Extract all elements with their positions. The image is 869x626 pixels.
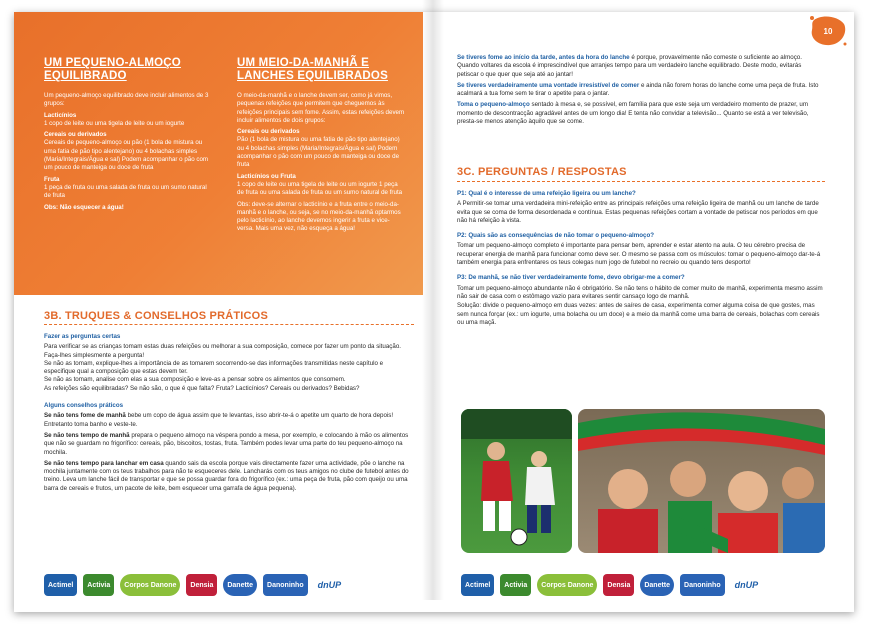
breakfast-sub-fruit: Fruta — [44, 175, 60, 183]
snack-cereals-text: Pão (1 bola de mistura ou uma fatia de pão tipo alentejano) ou 4 bolachas simples (Maria/Integrais/Água e sal) Podem acompanhar o pão com um pouco de manteiga ou doce de fruta — [237, 136, 400, 169]
right-para-2-text: e ainda não forem horas do lanche come uma peça de fruta. Isto acalmará a tua fome sem te tirar o apetite para o jantar. — [457, 81, 819, 98]
faq-a3-solution: Solução: divide o pequeno-almoço em duas vezes: antes de saíres de casa, experimenta comer alguma coisa de que gostes, mas sem nunca forçar (ex.: um iogurte, uma bolacha ou um doce) e a meio da manhã come uma barra de cereais, bolachas com cereais ou uma maçã. — [457, 302, 820, 326]
page-number: 10 — [823, 26, 833, 36]
right-top-text — [457, 54, 822, 129]
tips-para-1: Para verificar se as crianças tomam estas duas refeições ou melhorar a sua composição, comece por fazer um ponto da situação. Faça-lhes simplesmente a pergunta! — [44, 343, 401, 359]
snack-column — [237, 57, 405, 237]
faq-a3: Tomar um pequeno-almoço abundante não é obrigatório. Se não tens o hábito de comer muito de manhã, experimenta mesmo assim não sair de casa com o estômago vazio para evitares sentir cansaço logo de manhã. — [457, 284, 823, 300]
fans-scene-image — [578, 409, 825, 553]
snack-sub-cereals: Cereais ou derivados — [237, 128, 300, 136]
faq-a1: A Permitir-se tomar uma verdadeira mini-refeição entre as principais refeições uma refeição ligeira de manhã ou um lanche de tarde evita que se coma de forma desordenada e contínua. Estas pequenas refeições cortam a vontade de petiscar nos períodos em que não há refeição à vista. — [457, 200, 819, 224]
right-para-3-bold: Toma o pequeno-almoço — [457, 101, 530, 109]
breakfast-column — [44, 57, 214, 215]
advice-no-time-text: prepara o pequeno almoço na véspera pondo a mesa, por exemplo, e colocando à mão os alimentos que não se guardam no frigorífico: cereais, pão, biscoitos, tostas, fruta. Também podes levar uma parte do teu pequeno-almoço na mochila. — [44, 431, 409, 456]
danette-logo: Danette — [223, 574, 257, 596]
breakfast-fruit-text: 1 peça de fruta ou uma salada de fruta ou um sumo natural de fruta — [44, 183, 207, 200]
danoninho-logo: Danoninho — [680, 574, 725, 596]
snack-title: UM MEIO-DA-MANHÃ E LANCHES EQUILIBRADOS — [237, 57, 388, 82]
faq-title-rule — [457, 181, 825, 182]
breakfast-sub-cereals: Cereais ou derivados — [44, 131, 107, 139]
advice-no-time — [44, 432, 414, 457]
advice-no-time-bold: Se não tens tempo de manhã — [44, 431, 130, 439]
densia-logo: Densia — [186, 574, 217, 596]
faq-body — [457, 190, 825, 330]
tips-para-4: As refeições são equilibradas? Se não são, o que é que falta? Fruta? Lacticínios? Cereais ou derivados? Bebidas? — [44, 384, 360, 392]
football-scene-image — [461, 409, 572, 553]
fans-photo — [578, 409, 825, 553]
tips-para-2: Se não as tomam, explique-lhes a importância de as tomarem socorrendo-se das informações transmitidas neste capítulo e especifique qual a composição que estas devem ter. — [44, 359, 384, 376]
danoninho-logo: Danoninho — [263, 574, 308, 596]
faq-q2: P2: Quais são as consequências de não tomar o pequeno-almoço? — [457, 232, 655, 240]
tips-title-rule — [44, 324, 414, 325]
advice-no-snack-time — [44, 460, 414, 493]
right-para-3-text: sentado à mesa e, se possível, em família para que este seja um verdadeiro momento de prazer, um momento de descontracção agradável antes de um longo dia! E tenta não convidar a televisão... Quanto se está a ver televisão, presta-se menos atenção àquilo que se come. — [457, 101, 809, 126]
breakfast-dairy-text: 1 copo de leite ou uma tigela de leite ou um iogurte — [44, 119, 185, 127]
right-para-1 — [457, 54, 822, 79]
breakfast-sub-dairy: Lacticínios — [44, 111, 77, 119]
activia-logo: Activia — [500, 574, 531, 596]
football-kids-photo — [461, 409, 572, 553]
advice-no-snack-time-bold: Se não tens tempo para lanchar em casa — [44, 459, 164, 467]
page-number-badge — [808, 14, 848, 48]
brand-logos-left — [44, 574, 345, 596]
breakfast-intro: Um pequeno-almoço equilibrado deve incluir alimentos de 3 grupos: — [44, 92, 209, 108]
right-para-1-bold: Se tiveres fome ao início da tarde, antes da hora do lanche — [457, 54, 630, 61]
right-para-2-bold: Se tiveres verdadeiramente uma vontade irresistível de comer — [457, 81, 640, 89]
faq-a2: Tomar um pequeno-almoço completo é importante para pensar bem, aprender e estar atento na aula. O teu cérebro precisa de recuperar energia de manhã para funcionar como deve ser. O mesmo se passa com os músculos: tomar o pequeno-almoço dar-te-á também energia para enfrentares os teus colegas num jogo de futebol no recreio ou quando tens desporto! — [457, 242, 821, 267]
advice-no-hunger — [44, 412, 414, 429]
breakfast-title: UM PEQUENO-ALMOÇO EQUILIBRADO — [44, 57, 181, 82]
dnup-logo: dnUP — [731, 574, 763, 596]
breakfast-note: Obs: Não esquecer a água! — [44, 203, 124, 211]
right-para-1-text: é porque, provavelmente não comeste o suficiente ao almoço. Quando voltares da escola é imprescindível que arranjes tempo para um verdadeiro lanche equilibrado. Deste modo, evitarás petiscar o que quer que seja até ao jantar! — [457, 54, 802, 78]
right-para-2 — [457, 82, 822, 99]
actimel-logo: Actimel — [461, 574, 494, 596]
tips-para-3: Se não as tomam, analise com elas a sua composição e leve-as a pensar sobre os alimentos que consomem. — [44, 376, 346, 384]
advice-no-hunger-bold: Se não tens fome de manhã — [44, 412, 126, 420]
advice-no-hunger-text: bebe um copo de água assim que te levantas, isso abrir-te-á o apetite um quarto de hora depois! Entretanto toma banho e veste-te. — [44, 412, 394, 428]
dnup-logo: dnUP — [314, 574, 346, 596]
corpos-logo: Corpos Danone — [537, 574, 597, 596]
faq-q1: P1: Qual é o interesse de uma refeição ligeira ou um lanche? — [457, 190, 636, 197]
brand-logos-right — [461, 574, 762, 596]
faq-q3: P3: De manhã, se não tiver verdadeiramente fome, devo obrigar-me a comer? — [457, 274, 685, 282]
tips-heading-advice: Alguns conselhos práticos — [44, 402, 124, 410]
snack-intro: O meio-da-manhã e o lanche devem ser, como já vimos, pequenas refeições que permitem que cheguemos às refeições principais sem fome. Assim, estas refeições devem incluir alimentos de dois grupos: — [237, 92, 405, 124]
snack-note: Obs: deve-se alternar o lacticínio e a fruta entre o meio-da-manhã e o lanche, ou seja, se no meio-da-manhã optarmos pelo lacticínio, ao lanche devemos ingerir a fruta e vice-versa. Mais uma vez, não esqueça a água! — [237, 200, 401, 233]
tips-body — [44, 333, 414, 496]
snack-sub-dairy-fruit: Lacticínios ou Fruta — [237, 172, 296, 180]
densia-logo: Densia — [603, 574, 634, 596]
faq-section-title: 3C. PERGUNTAS / RESPOSTAS — [457, 166, 627, 178]
snack-dairy-fruit-text: 1 copo de leite ou uma tigela de leite ou um iogurte 1 peça de fruta ou uma salada de fruta ou um sumo natural de fruta — [237, 180, 403, 197]
corpos-logo: Corpos Danone — [120, 574, 180, 596]
advice-no-snack-time-text: quando sais da escola porque vais directamente fazer uma actividade, põe o lanche na mochila juntamente com os teus trabalhos para não te esqueceres dele. Lancharás com os teus amigos no clube de futebol antes do treino. Leva um lanche fácil de transportar e que se possa guardar fora do frigorífico (ex.: uma peça de fruta, pão com queijo ou uma barra de cereais e frutos, um pacote de leite, bem esquecer uma garrafa de água pequena). — [44, 459, 409, 492]
page-gutter — [422, 0, 444, 600]
actimel-logo: Actimel — [44, 574, 77, 596]
danette-logo: Danette — [640, 574, 674, 596]
breakfast-cereals-text: Cereais de pequeno-almoço ou pão (1 bola de mistura ou uma fatia de pão tipo alentejano) ou 4 bolachas simples (Maria/Integrais/Água e sal) Podem acompanhar o pão com um pouco de manteiga ou doce de fruta — [44, 139, 209, 172]
activia-logo: Activia — [83, 574, 114, 596]
tips-heading-questions: Fazer as perguntas certas — [44, 333, 121, 340]
tips-section-title: 3B. TRUQUES & CONSELHOS PRÁTICOS — [44, 310, 268, 322]
right-para-3 — [457, 101, 822, 126]
